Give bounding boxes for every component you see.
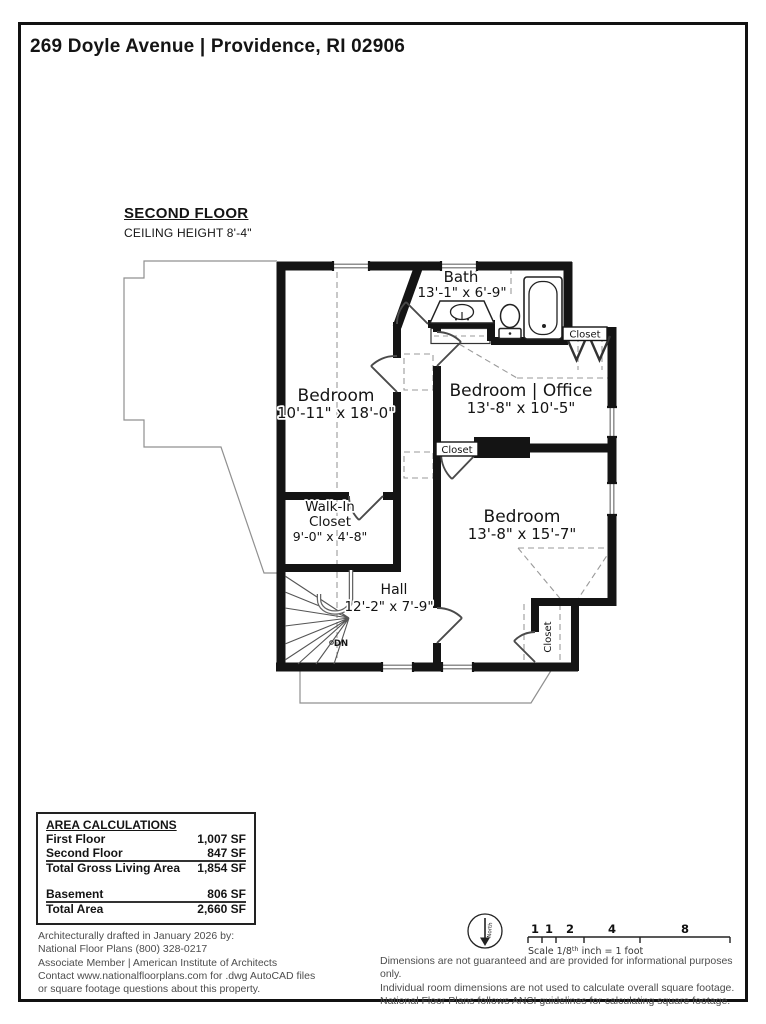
- row-value: 806 SF: [207, 886, 246, 901]
- plan-subtitle: CEILING HEIGHT 8'-4": [124, 226, 252, 240]
- scale-bar: [528, 922, 730, 957]
- room-label-bath: Bath: [443, 268, 479, 286]
- area-table-title: AREA CALCULATIONS: [46, 818, 177, 832]
- room-label-bedroom-right: Bedroom: [483, 507, 561, 527]
- disclaimer-line: Individual room dimensions are not used to calculate overall square footage.: [380, 981, 735, 994]
- table-row: [46, 833, 246, 847]
- table-row: [46, 903, 246, 917]
- row-label: Second Floor: [46, 845, 123, 860]
- scale-number: 1: [530, 922, 540, 936]
- table-row: [46, 847, 246, 863]
- scale-number: 4: [607, 922, 617, 936]
- scale-number: 8: [680, 922, 690, 936]
- scale-caption: Scale 1/8th inch = 1 foot: [528, 945, 644, 957]
- window: [442, 662, 473, 672]
- closet-label-bottom-right: Closet: [543, 621, 554, 653]
- row-value: 1,854 SF: [197, 861, 246, 876]
- staircase: [285, 570, 351, 664]
- north-arrow-icon: [468, 914, 502, 948]
- credit-line: or square footage questions about this property.: [38, 983, 261, 996]
- row-value: 847 SF: [207, 845, 246, 860]
- area-calculations-table: [36, 812, 256, 925]
- window: [607, 407, 617, 437]
- room-label-walk-in-2: Closet: [308, 514, 352, 530]
- closet-label-middle: Closet: [441, 445, 473, 456]
- stairs-dn-label: DN: [333, 639, 349, 649]
- footer-credits: [38, 930, 368, 996]
- floor-plan: [100, 245, 660, 725]
- credit-line: Architecturally drafted in January 2026 by:: [38, 930, 235, 942]
- credit-line: Associate Member | American Institute of Architects: [38, 956, 278, 969]
- credit-line: Contact www.nationalfloorplans.com for .dwg AutoCAD files: [38, 969, 316, 982]
- bathtub-icon: [524, 277, 562, 339]
- room-label-bedroom-office: Bedroom | Office: [449, 381, 593, 401]
- sink-icon: [430, 301, 494, 323]
- room-label-bedroom-left: Bedroom: [297, 386, 375, 406]
- table-spacer: [46, 876, 246, 888]
- table-row: [46, 888, 246, 904]
- credit-line: National Floor Plans (800) 328-0217: [38, 943, 208, 956]
- row-label: Basement: [46, 886, 104, 901]
- window: [607, 483, 617, 515]
- room-label-walk-in-1: Walk-In: [305, 499, 355, 515]
- row-label: Total Gross Living Area: [46, 861, 181, 876]
- disclaimer-line: National Floor Plans follows ANSI guidelines for calculating square footage.: [380, 994, 731, 1007]
- toilet-icon: [499, 305, 521, 339]
- window: [333, 261, 369, 271]
- north-label: North: [486, 922, 495, 939]
- closet-label-top-right: Closet: [569, 329, 601, 341]
- room-dims-walk-in: 9'-0" x 4'-8": [292, 529, 368, 544]
- row-label: First Floor: [46, 832, 106, 846]
- row-value: 1,007 SF: [197, 832, 246, 846]
- disclaimer-line: Dimensions are not guaranteed and are provided for informational purposes only.: [380, 955, 733, 981]
- room-dims-bedroom-office: 13'-8" x 10'-5": [466, 399, 576, 417]
- room-dims-bath: 13'-1" x 6'-9": [417, 285, 507, 301]
- page-title: 269 Doyle Avenue | Providence, RI 02906: [30, 36, 405, 57]
- scale-number: 2: [565, 922, 575, 936]
- row-value: 2,660 SF: [197, 902, 246, 917]
- window: [382, 662, 413, 672]
- scale-number: 1: [544, 922, 554, 936]
- room-dims-bedroom-right: 13'-8" x 15'-7": [467, 525, 577, 543]
- row-label: Total Area: [46, 902, 104, 917]
- plan-title: SECOND FLOOR: [124, 205, 249, 222]
- room-dims-bedroom-left: 10'-11" x 18'-0": [276, 404, 396, 422]
- table-row: [46, 862, 246, 876]
- plan-heading: [124, 205, 252, 240]
- room-label-hall: Hall: [380, 582, 408, 598]
- footer-disclaimer: [380, 955, 745, 1008]
- footer-graphics: [455, 903, 747, 961]
- room-dims-hall: 12'-2" x 7'-9": [344, 599, 434, 615]
